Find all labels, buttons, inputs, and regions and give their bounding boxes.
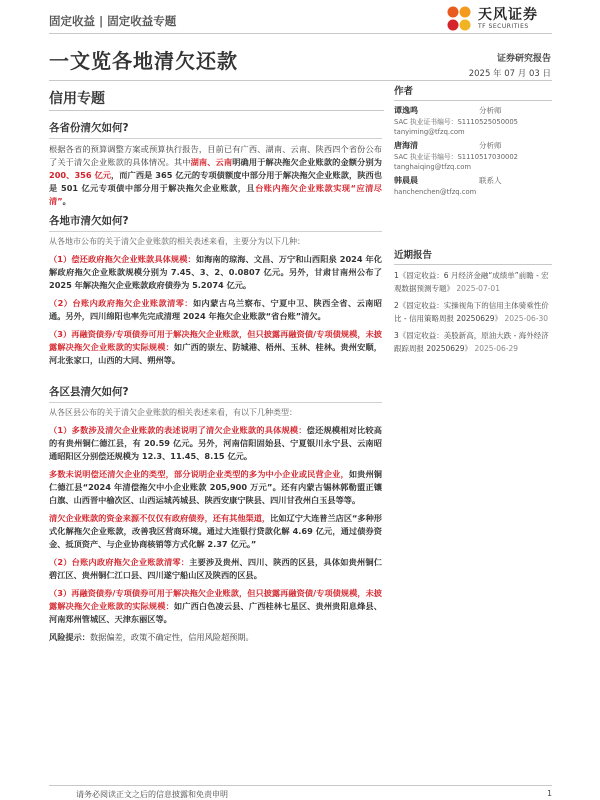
recent-report-title: 2《固定收益：实操视角下的信用主体骑乘性价比 - 信用策略周报 20250629》 bbox=[394, 301, 549, 323]
author-email-link[interactable]: tanyiming@tfzq.com bbox=[394, 128, 465, 136]
province-paragraph bbox=[49, 143, 382, 208]
author-role: 分析师 bbox=[479, 141, 502, 150]
county-paragraph-4 bbox=[49, 556, 382, 582]
body-text: ，而广西是 365 亿元的专项债额度中部分用于解决拖欠企业账款，陕西也是 501 亿元专项债中部分用于解决拖欠企业账款，且 bbox=[49, 170, 382, 193]
body-text: 主要涉及贵州、四川、陕西的区县，具体如贵州铜仁碧江区、贵州铜仁江口县、四川遂宁船山区及陕西的区县。 bbox=[49, 557, 382, 580]
author-sac: SAC 执业证书编号：S1110525050005 bbox=[394, 118, 518, 126]
author-name: 谭逸鸣 bbox=[394, 106, 418, 115]
highlight-text: 200、356 亿元 bbox=[49, 170, 112, 180]
main-content bbox=[49, 116, 382, 649]
body-text: 偿还规模相对比较高的有贵州铜仁德江县，有 20.59 亿元。另外，河南信阳固始县、宁夏银川永宁县、云南昭通昭阳区分别偿还规模为 12.3、11.45、8.15 亿元。 bbox=[49, 425, 382, 461]
county-paragraph-2 bbox=[49, 468, 382, 507]
highlight-text: （3）再融资债券/专项债券可用于解决拖欠企业账款，但只披露再融资债/专项债规模，未披露解决拖欠企业账款的实际规模： bbox=[49, 329, 382, 352]
recent-report-link[interactable] bbox=[394, 299, 552, 325]
recent-report-link[interactable] bbox=[394, 269, 552, 295]
authors-heading: 作者 bbox=[394, 86, 414, 97]
highlight-text: 台账内拖欠企业账款实现“应清尽清” bbox=[49, 183, 382, 206]
logo-mark-icon bbox=[444, 4, 474, 34]
section-divider bbox=[49, 402, 382, 403]
county-intro: 从各区县公布的关于清欠企业账款的相关表述来看，有以下几种类型： bbox=[49, 408, 297, 417]
city-paragraph-3 bbox=[49, 328, 382, 367]
recent-report-date: 2025-06-30 bbox=[504, 314, 549, 323]
recent-report-title: 1《固定收益：6 月经济金融“成绩单”前瞻 - 宏观数据预测专题》 bbox=[394, 271, 549, 293]
risk-text: 数据偏差，政策不确定性，信用风险超预期。 bbox=[89, 632, 254, 642]
body-text: 如广西的崇左、防城港、梧州、玉林、桂林。贵州安顺，河北张家口，山西的大同、朔州等。 bbox=[49, 342, 382, 365]
highlight-text: （2）台账内政府拖欠企业账款清零： bbox=[49, 557, 190, 567]
section-heading-cities: 各地市清欠如何? bbox=[49, 215, 129, 227]
header-category: 固定收益 | 固定收益专题 bbox=[49, 14, 177, 28]
city-paragraph-2 bbox=[49, 297, 382, 323]
section-divider bbox=[49, 138, 382, 139]
company-logo bbox=[444, 2, 564, 36]
footer-divider bbox=[49, 785, 552, 786]
recent-report-date: 2025-06-29 bbox=[474, 344, 519, 353]
logo-text-cn: 天风证券 bbox=[478, 7, 538, 23]
author-card bbox=[394, 105, 552, 137]
section-divider bbox=[49, 231, 382, 232]
author-email-link[interactable]: hanchenchen@tfzq.com bbox=[394, 188, 477, 196]
author-sac: SAC 执业证书编号：S1110517030002 bbox=[394, 153, 518, 161]
section-heading-counties: 各区县清欠如何? bbox=[49, 386, 129, 398]
page-title: 一文览各地清欠还款 bbox=[49, 49, 238, 73]
body-text: 比如辽宁大连普兰店区“多种形式化解拖欠企业账款，改善我区营商环境。通过大连银行贷款化解 4.69 亿元，通过债券资金、抵顶资产、与企业协商核销等方式化解 2.37 亿元。” bbox=[49, 513, 382, 549]
risk-label: 风险提示： bbox=[49, 632, 90, 642]
county-paragraph-1 bbox=[49, 424, 382, 463]
report-subtitle: 信用专题 bbox=[49, 91, 105, 107]
recent-reports-heading: 近期报告 bbox=[394, 250, 433, 261]
recent-report-title: 3《固定收益：美股新高，原油大跌 - 海外经济跟踪周报 20250629》 bbox=[394, 331, 549, 353]
highlight-text: （2）台账内政府拖欠企业账款清零： bbox=[49, 298, 193, 308]
body-text: 如广西白色凌云县、广西桂林七星区、贵州贵阳息烽县、河南郑州管城区、天津东丽区等。 bbox=[49, 601, 382, 624]
recent-report-link[interactable] bbox=[394, 329, 552, 355]
body-text: 。 bbox=[62, 196, 71, 206]
author-card bbox=[394, 140, 552, 172]
county-paragraph-3 bbox=[49, 512, 382, 551]
author-role: 分析师 bbox=[479, 106, 502, 115]
section-heading-provinces: 各省份清欠如何? bbox=[49, 122, 129, 134]
sidebar-divider bbox=[394, 100, 552, 101]
highlight-text: （1）偿还政府拖欠企业账款具体规模： bbox=[49, 254, 196, 264]
highlight-text: 多数未说明偿还清欠企业的类型，部分说明企业类型的多为中小企业或民营企业， bbox=[49, 469, 349, 479]
body-text: 明确用于解决拖欠企业账款的金额分别为 bbox=[232, 157, 382, 167]
body-text: 如内蒙古乌兰察布、宁夏中卫、陕西全省、云南昭通。另外，四川绵阳也率先完成清理 2024 年拖欠企业账款“省台账”清欠。 bbox=[49, 298, 382, 321]
sidebar bbox=[394, 80, 552, 359]
page-number: 1 bbox=[547, 789, 553, 798]
author-name: 韩晨晨 bbox=[394, 176, 418, 185]
header-divider bbox=[49, 33, 552, 34]
footer-disclaimer: 请务必阅读正文之后的信息披露和免责申明 bbox=[76, 790, 228, 799]
highlight-text: （1）多数涉及清欠企业账款的表述说明了清欠企业账款的具体规模： bbox=[49, 425, 307, 435]
county-paragraph-5 bbox=[49, 587, 382, 626]
highlight-text: （3）再融资债券/专项债券可用于解决拖欠企业账款，但只披露再融资债/专项债规模，未披露解决拖欠企业账款的实际规模： bbox=[49, 588, 382, 611]
body-text: 如海南的琼海、文昌、万宁和山西阳泉 2024 年化解政府拖欠企业账款规模分别为 7.45、3、2、0.0807 亿元。另外，甘肃甘南州公布了 2025 年解决拖欠企业账款政府债券为 5.2074 亿元。 bbox=[49, 254, 382, 290]
sidebar-divider bbox=[394, 264, 552, 265]
highlight-text: 湖南、云南 bbox=[190, 157, 233, 167]
author-card bbox=[394, 175, 552, 197]
logo-text-en: TF SECURITIES bbox=[478, 23, 529, 30]
author-role: 联系人 bbox=[479, 176, 502, 185]
author-name: 唐海清 bbox=[394, 141, 418, 150]
highlight-text: 清欠企业账款的资金来源不仅仅有政府债券，还有其他渠道， bbox=[49, 513, 271, 523]
report-type: 证券研究报告 bbox=[496, 54, 551, 64]
recent-report-date: 2025-07-01 bbox=[456, 284, 500, 293]
report-date: 2025 年 07 月 03 日 bbox=[468, 69, 551, 79]
subtitle-divider bbox=[49, 110, 384, 111]
body-text: 根据各省的预算调整方案或预算执行报告，目前已有广西、湖南、云南、陕西四个省份公布了关于清欠企业账款的具体情况。其中 bbox=[49, 144, 382, 167]
city-intro: 从各地市公布的关于清欠企业账款的相关表述来看，主要分为以下几种： bbox=[49, 237, 305, 246]
body-text: 如贵州铜仁德江县“2024 年清偿拖欠中小企业账款 205,900 万元”。还有内蒙古锡林郭勒盟正镶白旗、山西晋中榆次区、山西运城芮城县、陕西安康宁陕县、四川甘孜州白玉县等等。 bbox=[49, 469, 382, 505]
city-paragraph-1 bbox=[49, 253, 382, 292]
risk-note bbox=[49, 631, 382, 644]
author-email-link[interactable]: tanghaiqing@tfzq.com bbox=[394, 163, 472, 171]
